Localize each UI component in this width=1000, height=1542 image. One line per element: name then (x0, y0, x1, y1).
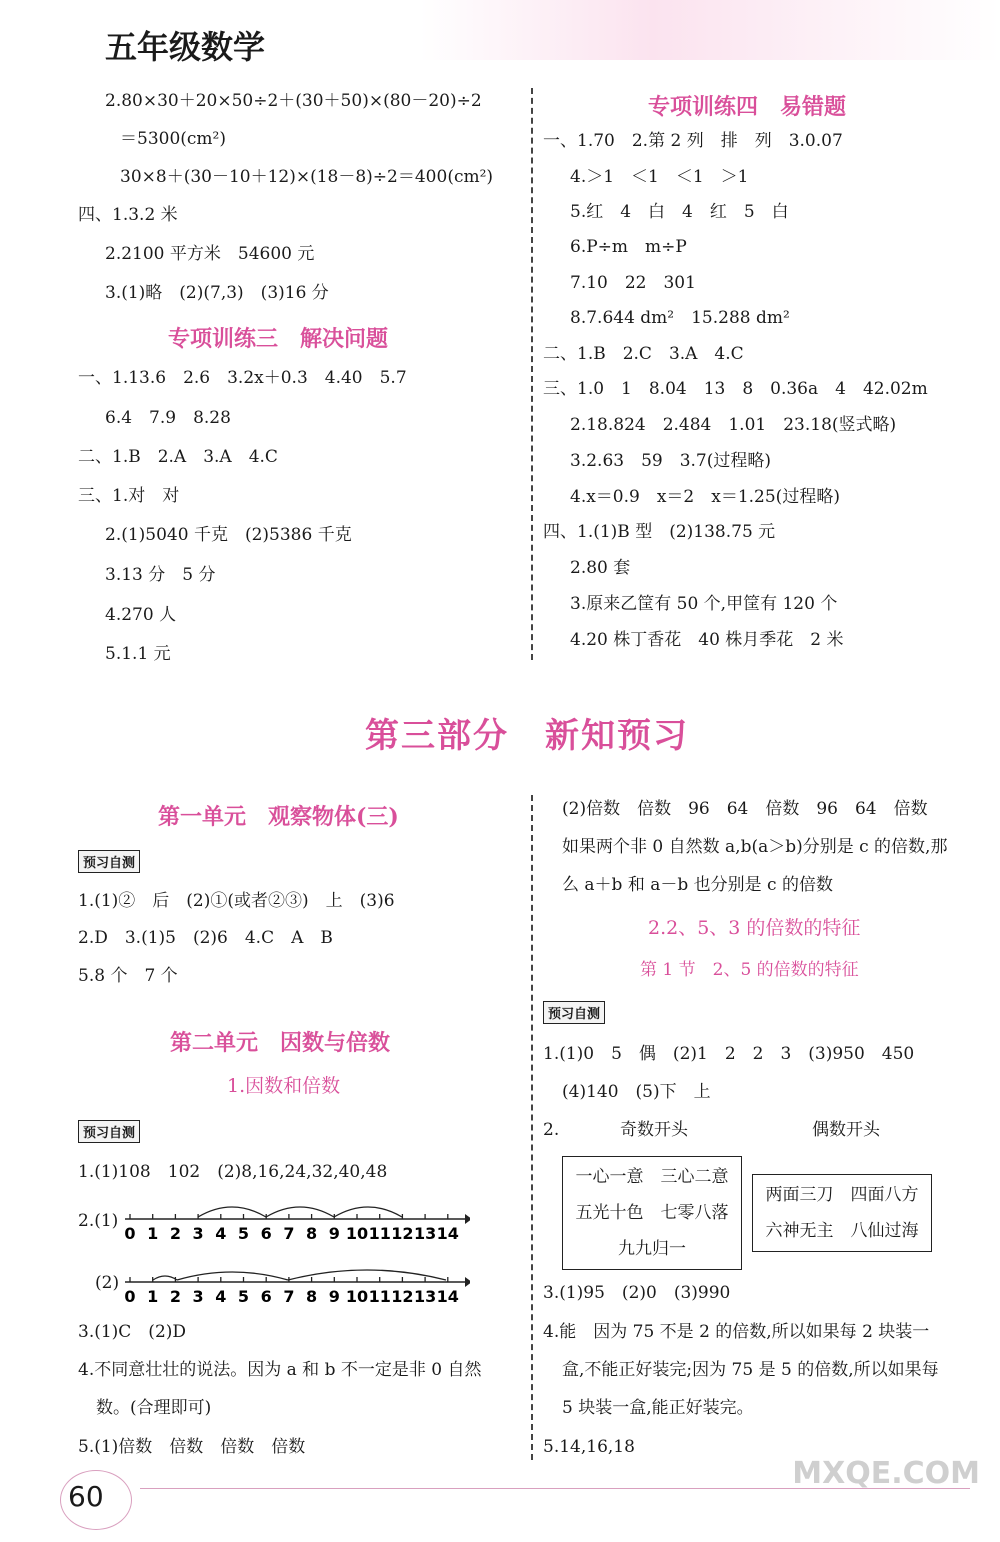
number-line-label: 9 (328, 1287, 340, 1306)
unit-title: 第一单元 观察物体(三) (158, 804, 399, 830)
number-line-label: 14 (436, 1224, 459, 1243)
answer-line: 4.270 人 (105, 605, 177, 625)
answer-line: 3.原来乙筐有 50 个,甲筐有 120 个 (570, 594, 838, 614)
number-line-label: 6 (260, 1287, 272, 1306)
preview-test-tag: 预习自测 (78, 1120, 140, 1143)
number-line-label: 6 (260, 1224, 272, 1243)
page-title: 五年级数学 (105, 28, 266, 66)
number-line-label: (2) (95, 1273, 120, 1293)
answer-line: 4.＞1 ＜1 ＜1 ＞1 (570, 167, 749, 187)
number-line-label: 9 (328, 1224, 340, 1243)
answer-line: 3.(1)略 (2)(7,3) (3)16 分 (105, 283, 329, 303)
answer-line: 2.(1)5040 千克 (2)5386 千克 (105, 525, 352, 545)
answer-line: 1.(1)0 5 偶 (2)1 2 2 3 (3)950 450 (543, 1044, 915, 1064)
answer-line: 5.1.1 元 (105, 644, 171, 664)
answer-line: 30×8＋(30－10＋12)×(18－8)÷2＝400(cm²) (120, 167, 494, 187)
number-line-label: 7 (283, 1287, 295, 1306)
answer-line: 2.80×30＋20×50÷2＋(30＋50)×(80－20)÷2 (105, 91, 482, 111)
answer-line: 6.4 7.9 8.28 (105, 408, 231, 428)
answer-line: 5.红 4 白 4 红 5 白 (570, 202, 789, 222)
answer-line: 三、1.0 1 8.04 13 8 0.36a 4 42.02m (543, 379, 928, 399)
unit-title: 第二单元 因数与倍数 (170, 1030, 391, 1056)
answer-line: 三、1.对 对 (78, 486, 180, 506)
number-line-label: 4 (215, 1224, 227, 1243)
preview-test-tag: 预习自测 (543, 1001, 605, 1024)
number-line-label: 12 (391, 1287, 414, 1306)
answer-line: 6.P÷m m÷P (570, 237, 687, 257)
section-title: 2.2、5、3 的倍数的特征 (648, 917, 861, 939)
number-line-label: 2 (169, 1287, 181, 1306)
number-line-2 (120, 1258, 470, 1308)
answer-line: 5.8 个 7 个 (78, 966, 178, 986)
answer-line: (4)140 (5)下 上 (562, 1082, 711, 1102)
answer-line: 1.(1)② 后 (2)①(或者②③) 上 (3)6 (78, 891, 395, 911)
number-line-label: 5 (237, 1287, 250, 1306)
number-line-label: 11 (368, 1224, 391, 1243)
answer-line: 3.13 分 5 分 (105, 565, 216, 585)
answer-line: (2)倍数 倍数 96 64 倍数 96 64 倍数 (562, 799, 928, 819)
number-line-1 (120, 1195, 470, 1245)
number-line-label: 13 (413, 1224, 437, 1243)
answer-line: 3.2.63 59 3.7(过程略) (570, 451, 772, 471)
answer-line: 4.20 株丁香花 40 株月季花 2 米 (570, 630, 844, 650)
page-number: 60 (68, 1480, 104, 1513)
number-line-label: 5 (237, 1224, 250, 1243)
answer-line: 7.10 22 301 (570, 273, 696, 293)
answer-line: 一、1.70 2.第 2 列 排 列 3.0.07 (543, 131, 843, 151)
answer-line: 2.2100 平方米 54600 元 (105, 244, 315, 264)
answer-line: 4.能 因为 75 不是 2 的倍数,所以如果每 2 块装一 (543, 1322, 930, 1342)
answer-line: 二、1.B 2.A 3.A 4.C (78, 447, 278, 467)
subsection-title: 第 1 节 2、5 的倍数的特征 (640, 960, 859, 980)
answer-line: 二、1.B 2.C 3.A 4.C (543, 344, 744, 364)
answer-line: 四、1.3.2 米 (78, 205, 178, 225)
idiom-row: 一心一意 三心二意 (575, 1167, 729, 1187)
answer-line: 1.(1)108 102 (2)8,16,24,32,40,48 (78, 1162, 388, 1182)
part-title: 第三部分 新知预习 (365, 716, 689, 756)
idiom-row: 五光十色 七零八落 (575, 1203, 729, 1223)
number-line-label: 4 (215, 1287, 227, 1306)
answer-line: 8.7.644 dm² 15.288 dm² (570, 308, 790, 328)
answer-line: 4.不同意壮壮的说法。因为 a 和 b 不一定是非 0 自然 (78, 1360, 482, 1380)
number-line-label: 8 (306, 1287, 318, 1306)
answer-line: 盒,不能正好装完;因为 75 是 5 的倍数,所以如果每 (562, 1360, 939, 1380)
answer-line: 5.(1)倍数 倍数 倍数 倍数 (78, 1437, 306, 1457)
odd-idiom-box (562, 1156, 742, 1270)
answer-line: 2.D 3.(1)5 (2)6 4.C A B (78, 928, 333, 948)
header-decoration (420, 0, 1000, 60)
column-divider (531, 88, 533, 660)
answer-line: 2.18.824 2.484 1.01 23.18(竖式略) (570, 415, 897, 435)
answer-line: 5.14,16,18 (543, 1437, 635, 1457)
number-line-label: 13 (413, 1287, 437, 1306)
idiom-row: 两面三刀 四面八方 (765, 1185, 919, 1205)
idiom-row: 六神无主 八仙过海 (765, 1221, 919, 1241)
answer-line: 么 a＋b 和 a－b 也分别是 c 的倍数 (562, 875, 833, 895)
answer-line: 数。(合理即可) (96, 1398, 212, 1418)
section-title: 专项训练三 解决问题 (168, 326, 389, 352)
number-line-label: 10 (345, 1224, 369, 1243)
number-line-label: 2.(1) (78, 1211, 119, 1231)
number-line-label: 7 (283, 1224, 295, 1243)
number-line-label: 14 (436, 1287, 459, 1306)
number-line-label: 1 (147, 1224, 159, 1243)
number-line-label: 11 (368, 1287, 391, 1306)
number-line-label: 10 (345, 1287, 369, 1306)
number-line-label: 0 (124, 1224, 136, 1243)
answer-line: 5 块装一盒,能正好装完。 (562, 1398, 754, 1418)
answer-line: 4.x＝0.9 x＝2 x＝1.25(过程略) (570, 487, 840, 507)
answer-line: 四、1.(1)B 型 (2)138.75 元 (543, 522, 776, 542)
answer-line: 如果两个非 0 自然数 a,b(a＞b)分别是 c 的倍数,那 (562, 837, 948, 857)
number-line-label: 12 (391, 1224, 414, 1243)
number-line-label: 2 (169, 1224, 181, 1243)
answer-line: ＝5300(cm²) (120, 129, 226, 149)
odd-heading: 奇数开头 (620, 1120, 688, 1140)
idiom-row: 九九归一 (618, 1239, 686, 1259)
answer-line: 2. (543, 1120, 560, 1140)
number-line-label: 8 (306, 1224, 318, 1243)
answer-line: 3.(1)95 (2)0 (3)990 (543, 1283, 731, 1303)
preview-test-tag: 预习自测 (78, 850, 140, 873)
section-title: 专项训练四 易错题 (648, 94, 847, 120)
answer-line: 2.80 套 (570, 558, 631, 578)
answer-line: 3.(1)C (2)D (78, 1322, 187, 1342)
number-line-label: 3 (192, 1224, 204, 1243)
even-idiom-box (752, 1174, 932, 1252)
answer-line: 一、1.13.6 2.6 3.2x＋0.3 4.40 5.7 (78, 368, 407, 388)
subsection-title: 1.因数和倍数 (227, 1075, 341, 1097)
number-line-label: 1 (147, 1287, 159, 1306)
column-divider (531, 795, 533, 1460)
watermark: MXQE.COM (792, 1456, 980, 1491)
even-heading: 偶数开头 (812, 1120, 880, 1140)
number-line-label: 0 (124, 1287, 136, 1306)
number-line-label: 3 (192, 1287, 204, 1306)
